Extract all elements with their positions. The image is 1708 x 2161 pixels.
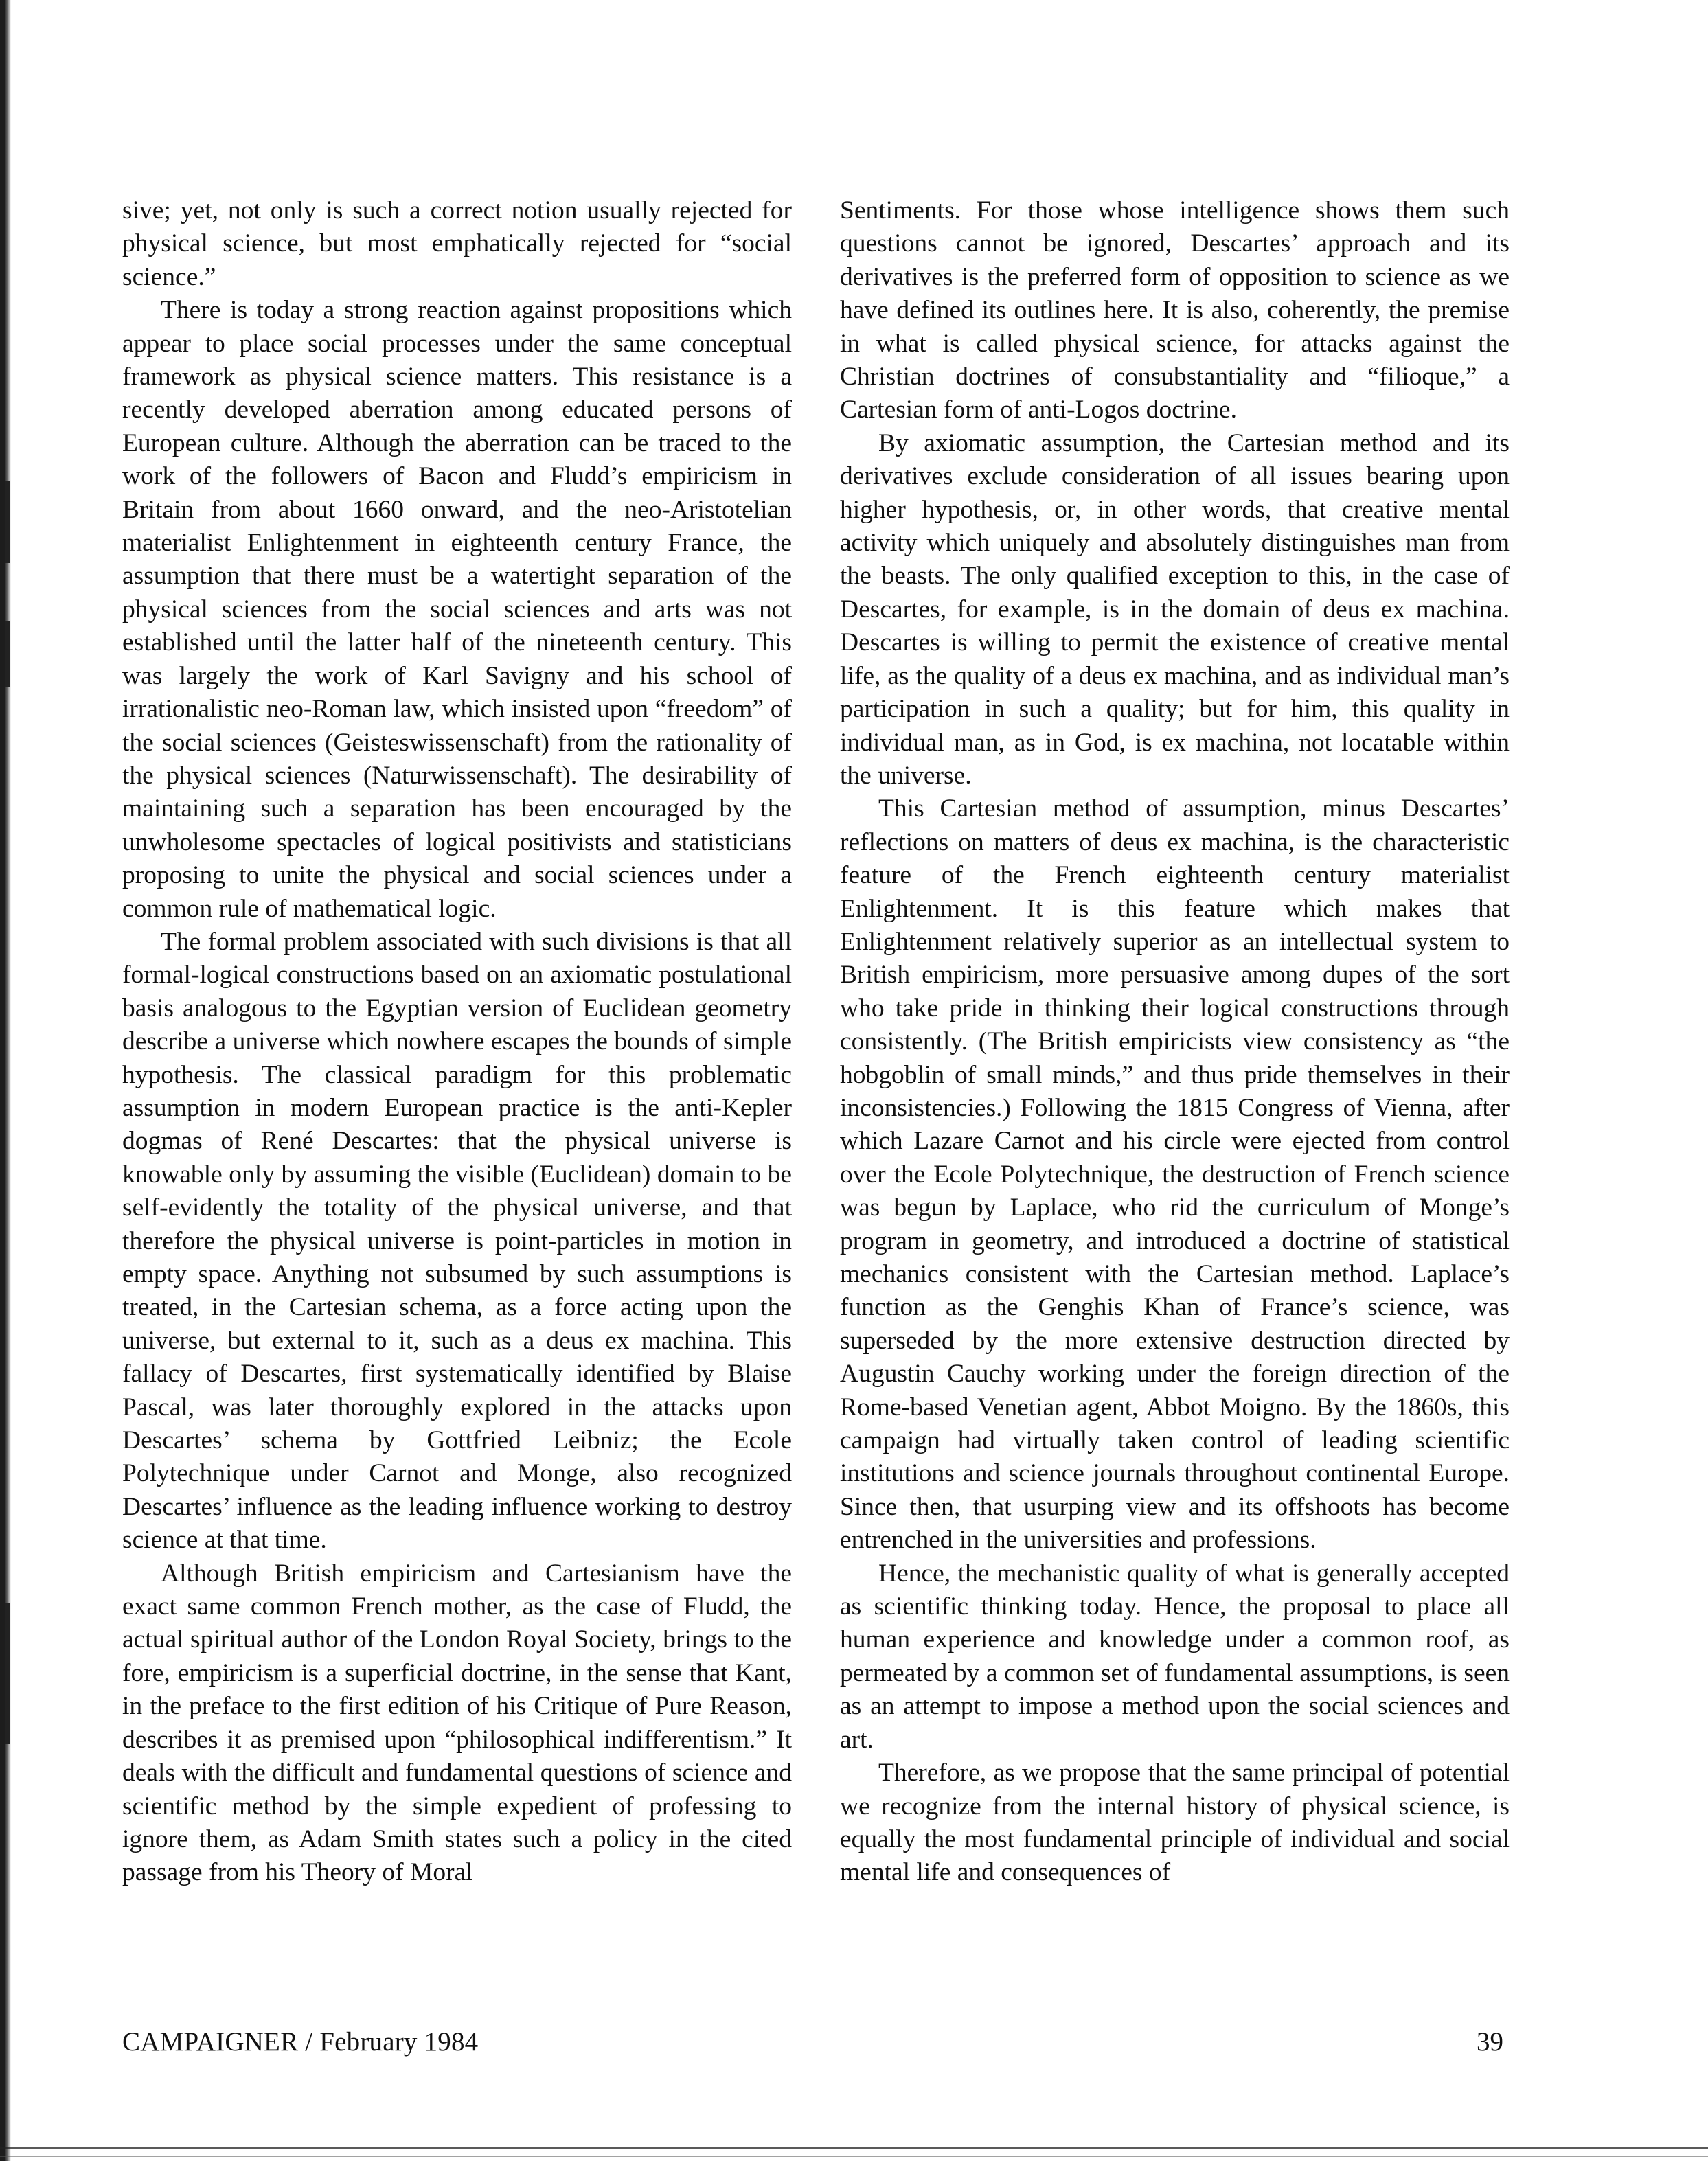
scan-edge-mark (5, 621, 10, 687)
left-paragraph-4: Although British empiricism and Cartesianism have the exact same common French mother, as the case of Fludd, the actual spiritual author of the London Royal Society, brings to the fore, empiricism is a superficial doctrine, in the sense that Kant, in the preface to the first edition of his Critique of Pure Reason, describes it as premised upon “philosophical indifferentism.” It deals with the difficult and fundamental questions of science and scientific method by the simple expedient of professing to ignore them, as Adam Smith states such a policy in the cited passage from his Theory of Moral (122, 1559, 792, 1887)
scan-edge-left (0, 0, 11, 2161)
scan-bottom-line-secondary (0, 2156, 1708, 2157)
right-text-column (840, 194, 1510, 1890)
scan-edge-mark (5, 1603, 10, 1744)
left-paragraph-1: sive; yet, not only is such a correct notion usually rejected for physical science, but most emphatically rejected for “social science.” (122, 196, 792, 291)
scan-edge-mark (5, 481, 10, 563)
scan-bottom-line (0, 2147, 1708, 2149)
left-paragraph-3: The formal problem associated with such divisions is that all formal-logical constructions based on an axiomatic postulational basis analogous to the Egyptian version of Euclidean geometry describe a universe which nowhere escapes the bounds of simple hypothesis. The classical paradigm for this problematic assumption in modern European practice is the anti-Kepler dogmas of René Descartes: that the physical universe is knowable only by assuming the visible (Euclidean) domain to be self-evidently the totality of the physical universe, and that therefore the physical universe is point-particles in motion in empty space. Anything not subsumed by such assumptions is treated, in the Cartesian schema, as a force acting upon the universe, but external to it, such as a deus ex machina. This fallacy of Descartes, first systematically identified by Blaise Pascal, was later thoroughly explored in the attacks upon Descartes’ schema by Gottfried Leibniz; the Ecole Polytechnique under Carnot and Monge, also recognized Descartes’ influence as the leading influence working to destroy science at that time. (122, 927, 792, 1555)
right-paragraph-2: By axiomatic assumption, the Cartesian method and its derivatives exclude consideration of all issues bearing upon higher hypothesis, or, in other words, that creative mental activity which uniquely and absolutely distinguishes man from the beasts. The only qualified exception to this, in the case of Descartes, for example, is in the domain of deus ex machina. Descartes is willing to permit the existence of creative mental life, as the quality of a deus ex machina, and as individual man’s participation in such a quality; but for him, this quality in individual man, as in God, is ex machina, not locatable within the universe. (840, 428, 1510, 790)
right-paragraph-1: Sentiments. For those whose intelligence shows them such questions cannot be ignored, Descartes’ approach and its derivatives is the preferred form of opposition to science as we have defined its outlines here. It is also, coherently, the premise in what is called physical science, for attacks against the Christian doctrines of consubstantiality and “filioque,” a Cartesian form of anti-Logos doctrine. (840, 196, 1510, 424)
left-text-column (122, 194, 792, 1890)
right-paragraph-3: This Cartesian method of assumption, minus Descartes’ reflections on matters of deus ex machina, is the characteristic feature of the French eighteenth century materialist Enlightenment. It is this feature which makes that Enlightenment relatively superior as an intellectual system to British empiricism, more persuasive among dupes of the sort who take pride in thinking their logical constructions through consistently. (The British empiricists view consistency as “the hobgoblin of small minds,” and thus pride themselves in their inconsistencies.) Following the 1815 Congress of Vienna, after which Lazare Carnot and his circle were ejected from control over the Ecole Polytechnique, the destruction of French science was begun by Laplace, who rid the curriculum of Monge’s program in geometry, and introduced a doctrine of statistical mechanics consistent with the Cartesian method. Laplace’s function as the Genghis Khan of France’s science, was superseded by the more extensive destruction directed by Augustin Cauchy working under the foreign direction of the Rome-based Venetian agent, Abbot Moigno. By the 1860s, this campaign had virtually taken control of leading scientific institutions and science journals throughout continental Europe. Since then, that usurping view and its offshoots has become entrenched in the universities and professions. (840, 794, 1510, 1555)
right-paragraph-5: Therefore, as we propose that the same principal of potential we recognize from the internal history of physical science, is equally the most fundamental principle of individual and social mental life and consequences of (840, 1759, 1510, 1887)
publication-footer: CAMPAIGNER / February 1984 (122, 2027, 479, 2057)
left-paragraph-2: There is today a strong reaction against propositions which appear to place social processes under the same conceptual framework as physical science matters. This resistance is a recently developed aberration among educated persons of European culture. Although the aberration can be traced to the work of the followers of Bacon and Fludd’s empiricism in Britain from about 1660 onward, and the neo-Aristotelian materialist Enlightenment in eighteenth century France, the assumption that there must be a watertight separation of the physical sciences from the social sciences and arts was not established until the latter half of the nineteenth century. This was largely the work of Karl Savigny and his school of irrationalistic neo-Roman law, which insisted upon “freedom” of the social sciences (Geisteswissenschaft) from the rationality of the physical sciences (Naturwissenschaft). The desirability of maintaining such a separation has been encouraged by the unwholesome spectacles of logical positivists and statisticians proposing to unite the physical and social sciences under a common rule of mathematical logic. (122, 296, 792, 923)
right-paragraph-4: Hence, the mechanistic quality of what is generally accepted as scientific thinking today. Hence, the proposal to place all human experience and knowledge under a common roof, as permeated by a common set of fundamental assumptions, is seen as an attempt to impose a method upon the social sciences and art. (840, 1559, 1510, 1754)
page-number: 39 (1477, 2027, 1503, 2057)
